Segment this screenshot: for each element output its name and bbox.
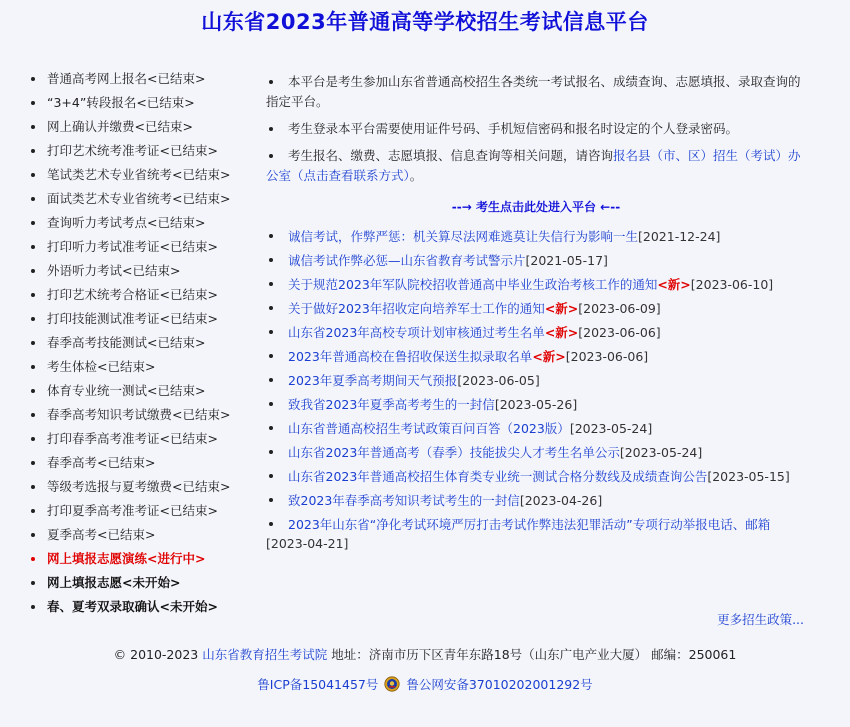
news-item	[266, 515, 806, 553]
sidebar-item[interactable]: 外语听力考试<已结束>	[28, 261, 260, 285]
news-date: [2023-06-09]	[578, 301, 661, 316]
news-item	[266, 419, 806, 438]
news-link[interactable]: 2023年普通高校在鲁招收保送生拟录取名单	[288, 349, 533, 364]
copyright: © 2010-2023	[113, 647, 199, 662]
sidebar-item[interactable]: 打印春季高考准考证<已结束>	[28, 429, 260, 453]
news-item	[266, 347, 806, 366]
sidebar-item[interactable]: 打印技能测试准考证<已结束>	[28, 309, 260, 333]
news-link[interactable]: 致2023年春季高考知识考试考生的一封信	[288, 493, 520, 508]
news-date: [2023-05-24]	[569, 421, 653, 436]
news-item	[266, 323, 806, 342]
news-link[interactable]: 致我省2023年夏季高考考生的一封信	[288, 397, 495, 412]
news-date: [2023-05-15]	[707, 469, 790, 484]
sidebar-item[interactable]: 笔试类艺术专业省统考<已结束>	[28, 165, 260, 189]
intro-list	[266, 72, 806, 193]
news-date: [2023-04-21]	[266, 536, 349, 551]
news-item	[266, 251, 806, 270]
news-item	[266, 491, 806, 510]
news-item	[266, 443, 806, 462]
org-link[interactable]: 山东省教育招生考试院	[202, 647, 328, 662]
new-badge: <新>	[544, 325, 579, 340]
address: 地址：济南市历下区青年东路18号（山东广电产业大厦） 邮编：250061	[331, 647, 737, 662]
news-date: [2023-05-24]	[619, 445, 703, 460]
consult-office-link[interactable]: 报名县（市、区）招生（考试）办公室（点击查看联系方式）	[266, 148, 801, 183]
news-list	[266, 227, 806, 558]
sidebar-item[interactable]: 等级考选报与夏考缴费<已结束>	[28, 477, 260, 501]
page-title: 山东省2023年普通高等学校招生考试信息平台	[201, 10, 649, 34]
news-item	[266, 275, 806, 294]
sidebar-item-active[interactable]: 网上填报志愿演练<进行中>	[28, 549, 260, 573]
sidebar-item[interactable]: 网上确认并缴费<已结束>	[28, 117, 260, 141]
sidebar-item[interactable]: 打印夏季高考准考证<已结束>	[28, 501, 260, 525]
sidebar-item[interactable]: 春季高考<已结束>	[28, 453, 260, 477]
sidebar-item[interactable]: 春季高考技能测试<已结束>	[28, 333, 260, 357]
news-link[interactable]: 山东省普通高校招生考试政策百问百答（2023版）	[288, 421, 570, 436]
news-link[interactable]: 诚信考试，作弊严惩：机关算尽法网难逃莫让失信行为影响一生	[288, 229, 639, 244]
sidebar-item[interactable]: 打印艺术统考合格证<已结束>	[28, 285, 260, 309]
news-link[interactable]: 山东省2023年普通高考（春季）技能拔尖人才考生名单公示	[288, 445, 620, 460]
enter-platform-link[interactable]: --→ 考生点击此处进入平台 ←--	[451, 200, 621, 214]
new-badge: <新>	[544, 301, 579, 316]
intro-item: 考生登录本平台需要使用证件号码、手机短信密码和报名时设定的个人登录密码。	[266, 119, 806, 139]
sidebar-item-pending[interactable]: 网上填报志愿<未开始>	[28, 573, 260, 597]
sidebar-item[interactable]: “3+4”转段报名<已结束>	[28, 93, 260, 117]
news-item	[266, 395, 806, 414]
new-badge: <新>	[532, 349, 566, 364]
news-link[interactable]: 2023年山东省“净化考试环境严厉打击考试作弊违法犯罪活动”专项行动举报电话、邮箱	[288, 517, 771, 532]
intro-item: 考生报名、缴费、志愿填报、信息查询等相关问题，请咨询报名县（市、区）招生（考试）办公室（点击查看联系方式）。	[266, 146, 806, 186]
sidebar-item[interactable]: 普通高考网上报名<已结束>	[28, 69, 260, 93]
sidebar-item[interactable]: 面试类艺术专业省统考<已结束>	[28, 189, 260, 213]
sidebar-item[interactable]: 查询听力考试考点<已结束>	[28, 213, 260, 237]
news-item	[266, 371, 806, 390]
police-badge-icon	[384, 676, 400, 692]
sidebar-process-list	[28, 69, 260, 621]
sidebar-item[interactable]: 打印艺术统考准考证<已结束>	[28, 141, 260, 165]
sidebar-item[interactable]: 春季高考知识考试缴费<已结束>	[28, 405, 260, 429]
news-date: [2023-05-26]	[494, 397, 578, 412]
footer-info	[0, 645, 850, 663]
footer-license	[0, 675, 850, 693]
news-date: [2021-12-24]	[638, 229, 721, 244]
news-link[interactable]: 山东省2023年普通高校招生体育类专业统一测试合格分数线及成绩查询公告	[288, 469, 708, 484]
news-date: [2021-05-17]	[525, 253, 608, 268]
news-item	[266, 299, 806, 318]
new-badge: <新>	[657, 277, 691, 292]
news-date: [2023-06-05]	[457, 373, 540, 388]
sidebar-item-pending[interactable]: 春、夏考双录取确认<未开始>	[28, 597, 260, 621]
news-item	[266, 467, 806, 486]
news-date: [2023-06-06]	[578, 325, 661, 340]
news-link[interactable]: 关于做好2023年招收定向培养军士工作的通知	[288, 301, 545, 316]
news-date: [2023-04-26]	[519, 493, 603, 508]
intro-item: 本平台是考生参加山东省普通高校招生各类统一考试报名、成绩查询、志愿填报、录取查询的指定平台。	[266, 72, 806, 112]
sidebar-item[interactable]: 体育专业统一测试<已结束>	[28, 381, 260, 405]
news-link[interactable]: 关于规范2023年军队院校招收普通高中毕业生政治考核工作的通知	[288, 277, 658, 292]
news-link[interactable]: 诚信考试作弊必惩—山东省教育考试警示片	[288, 253, 526, 268]
news-date: [2023-06-10]	[690, 277, 774, 292]
news-link[interactable]: 2023年夏季高考期间天气预报	[288, 373, 458, 388]
police-record-link[interactable]: 鲁公网安备37010202001292号	[406, 677, 593, 692]
sidebar-item[interactable]: 考生体检<已结束>	[28, 357, 260, 381]
news-link[interactable]: 山东省2023年高校专项计划审核通过考生名单	[288, 325, 545, 340]
enter-platform-link-wrap	[266, 198, 806, 215]
more-policies-link[interactable]: 更多招生政策...	[717, 612, 804, 627]
news-item	[266, 227, 806, 246]
news-date: [2023-06-06]	[565, 349, 649, 364]
icp-link[interactable]: 鲁ICP备15041457号	[257, 677, 379, 692]
sidebar-item[interactable]: 打印听力考试准考证<已结束>	[28, 237, 260, 261]
sidebar-item[interactable]: 夏季高考<已结束>	[28, 525, 260, 549]
